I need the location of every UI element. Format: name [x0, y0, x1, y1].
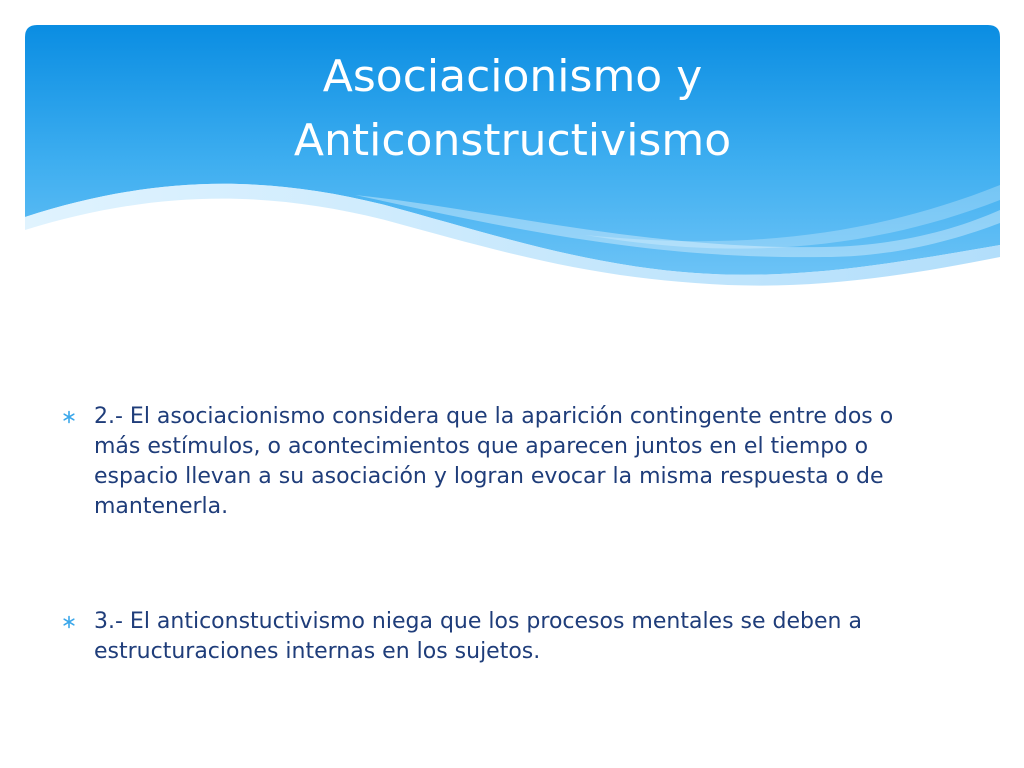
- title-header-banner: [25, 25, 1000, 295]
- bullet-item-2: [62, 607, 912, 667]
- asterisk-bullet-icon: [62, 615, 76, 629]
- bullet-item-1: [62, 402, 912, 522]
- slide-body: [62, 402, 912, 667]
- asterisk-bullet-icon: [62, 410, 76, 424]
- slide-title-line-1: Asociacionismo y: [322, 51, 703, 102]
- bullet-text-1: 2.- El asociacionismo considera que la aparición contingente entre dos o más estímulos, o acontecimientos que aparecen juntos en el tiempo o espacio llevan a su asociación y logran evocar la misma respuesta o de mantenerla.: [94, 404, 894, 519]
- slide-title-line-2: Anticonstructivismo: [293, 115, 732, 166]
- bullet-text-2: 3.- El anticonstuctivismo niega que los procesos mentales se deben a estructuraciones internas en los sujetos.: [94, 609, 862, 664]
- slide-title: [25, 45, 1000, 173]
